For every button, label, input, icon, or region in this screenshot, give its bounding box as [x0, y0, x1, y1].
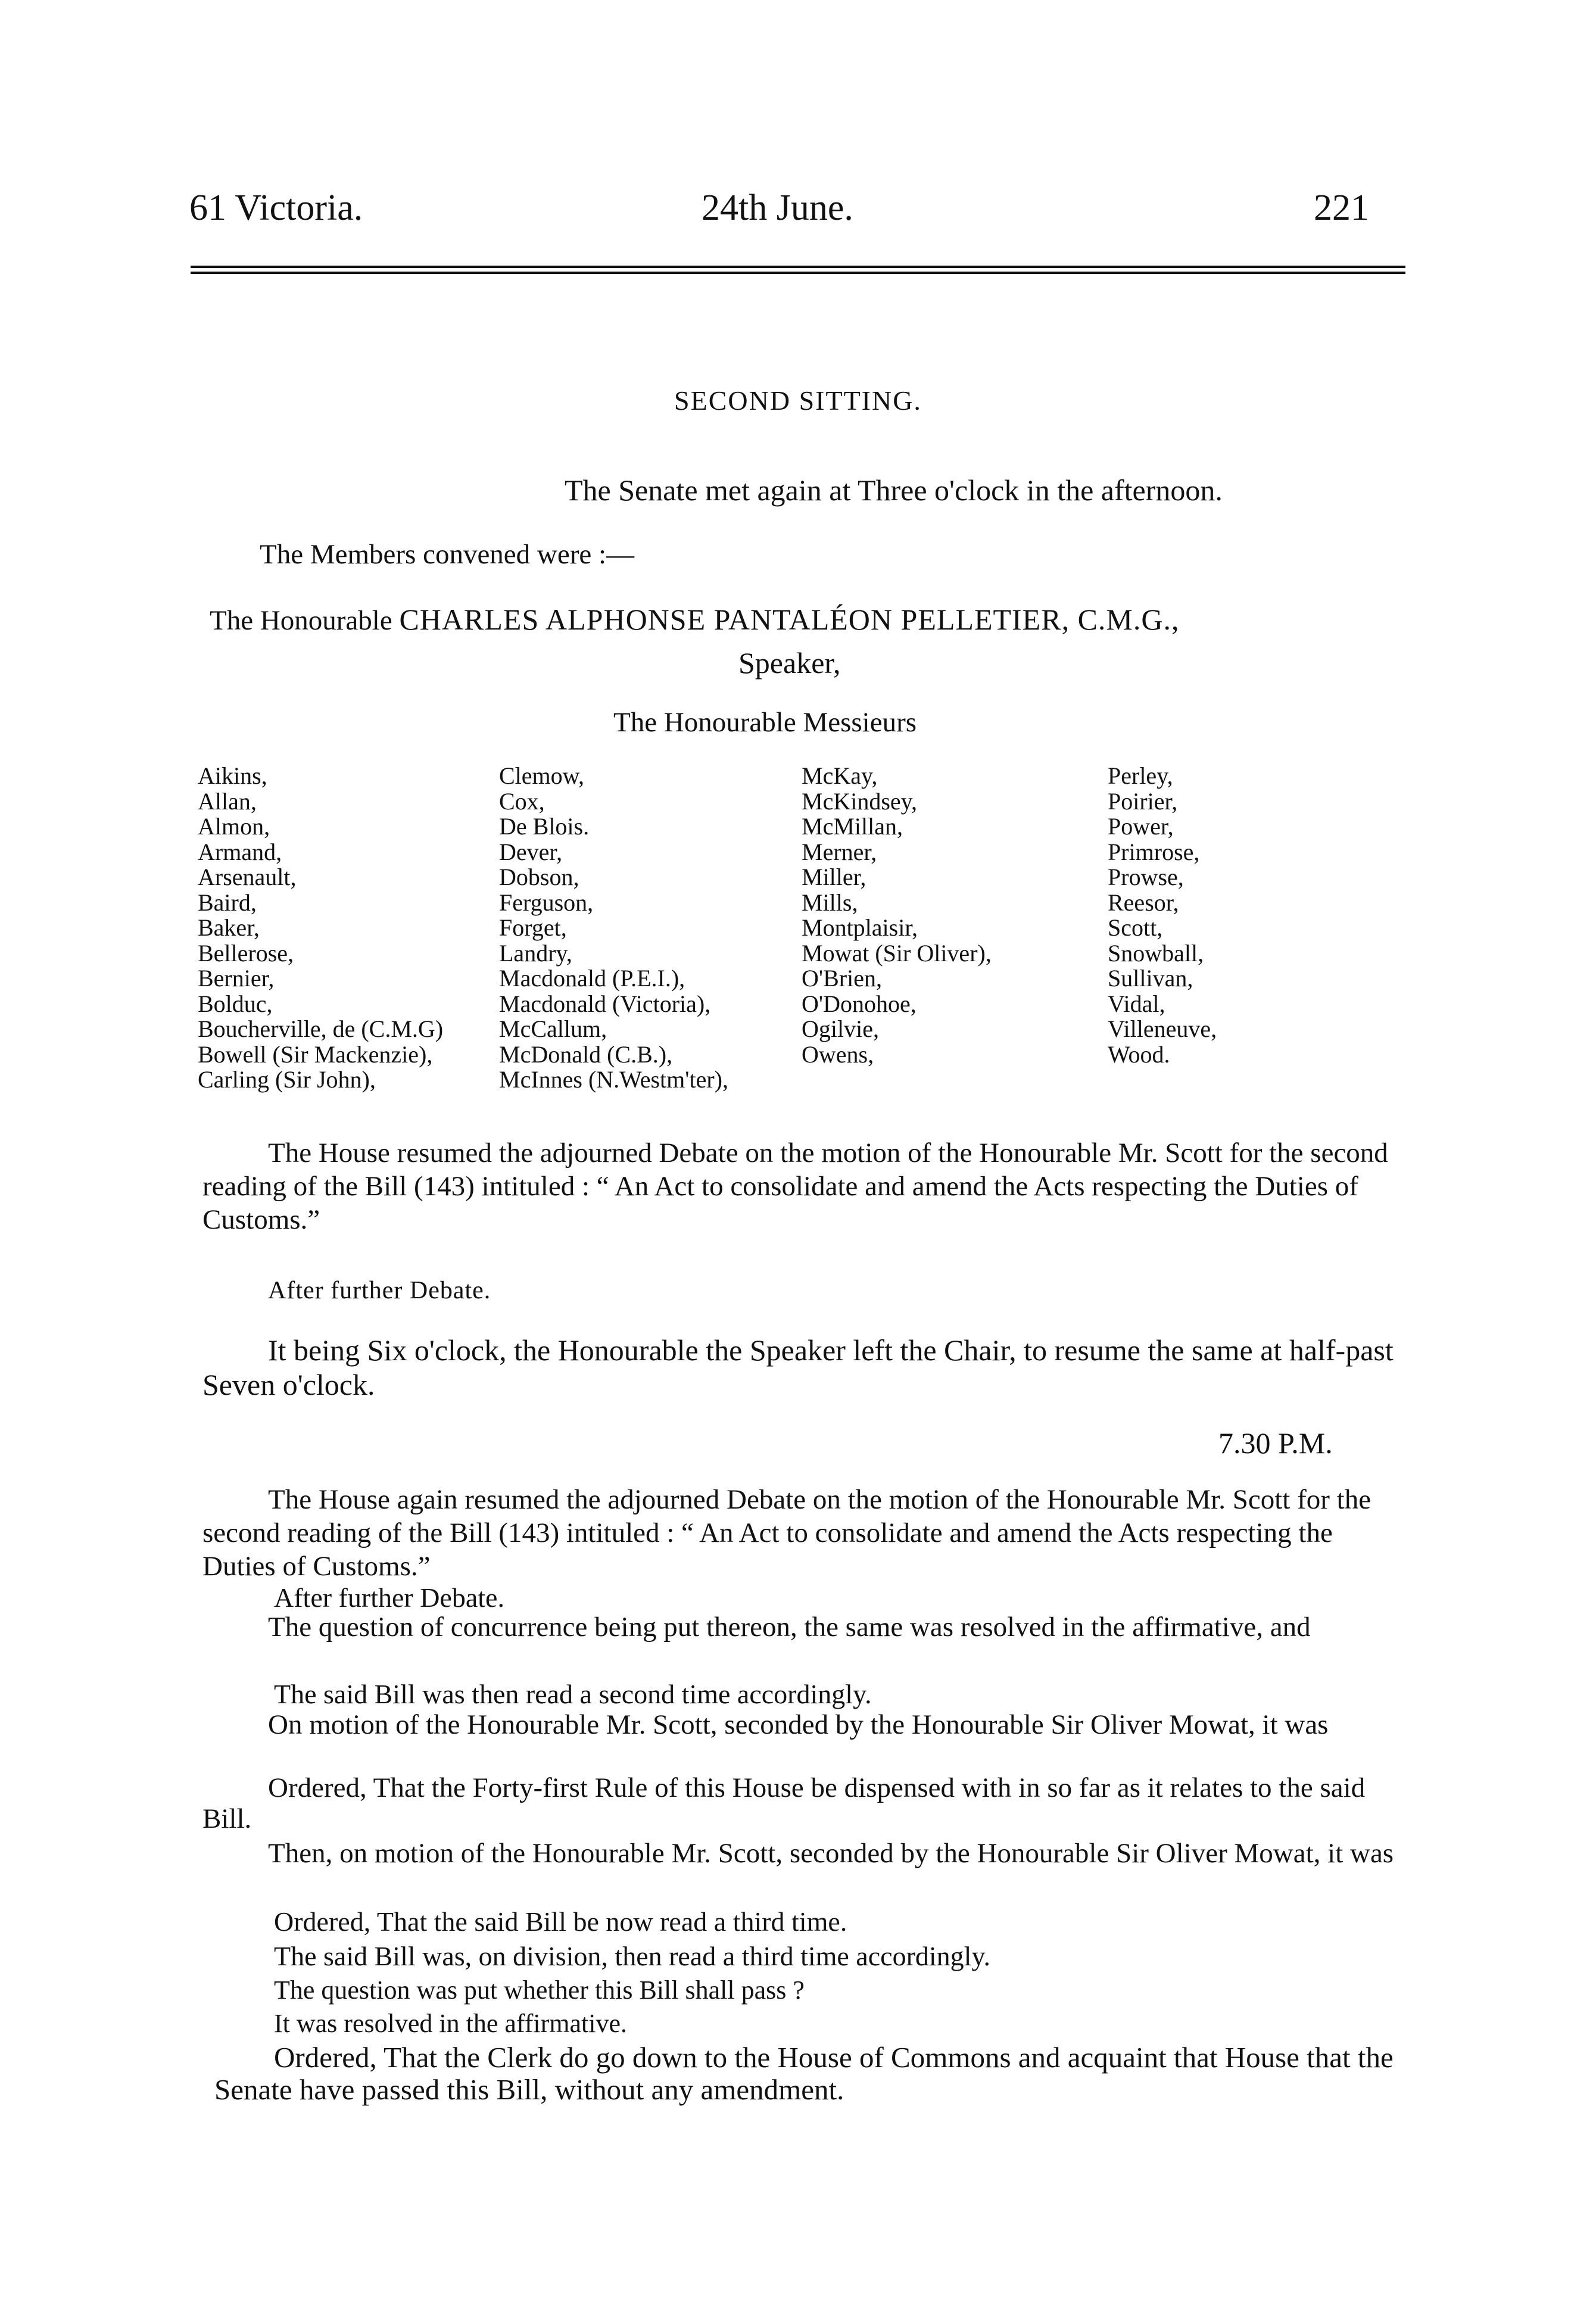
- member-name: Bellerose,: [198, 939, 294, 967]
- member-name: Ferguson,: [499, 889, 594, 916]
- member-name: Clemow,: [499, 762, 584, 789]
- member-name: Ogilvie,: [802, 1015, 879, 1042]
- paragraph-motion-2: [202, 1838, 1411, 1869]
- member-name: Macdonald (Victoria),: [499, 990, 711, 1017]
- member-name: McKindsey,: [802, 787, 918, 815]
- member-name: Perley,: [1108, 762, 1173, 789]
- speaker-name: CHARLES ALPHONSE PANTALÉON PELLETIER, C.M.G.,: [399, 603, 1180, 636]
- paragraph-text: It being Six o'clock, the Honourable the Speaker left the Chair, to resume the same at half-past Seven o'clock.: [202, 1333, 1394, 1401]
- paragraph-text: The question of concurrence being put thereon, the same was resolved in the affirmative, and: [268, 1612, 1311, 1643]
- after-further-debate-2: After further Debate.: [274, 1582, 504, 1613]
- member-name: Boucherville, de (C.M.G): [198, 1015, 444, 1042]
- member-name: Snowball,: [1108, 939, 1204, 967]
- header-date: 24th June.: [702, 188, 853, 228]
- members-column-2: [499, 763, 728, 1093]
- third-reading-line: The said Bill was, on division, then read a third time accordingly.: [274, 1941, 990, 1971]
- speaker-line: [210, 604, 1180, 635]
- member-name: Mowat (Sir Oliver),: [802, 939, 992, 967]
- member-name: Macdonald (P.E.I.),: [499, 965, 685, 992]
- paragraph-text: On motion of the Honourable Mr. Scott, seconded by the Honourable Sir Oliver Mowat, it was: [268, 1709, 1329, 1740]
- member-name: Montplaisir,: [802, 914, 918, 941]
- member-name: De Blois.: [499, 813, 590, 840]
- member-name: Reesor,: [1108, 889, 1179, 916]
- speaker-role: Speaker,: [738, 646, 841, 680]
- member-name: Mills,: [802, 889, 858, 916]
- paragraph-question-concurrence: [202, 1612, 1411, 1643]
- second-reading-line: The said Bill was then read a second time accordingly.: [274, 1679, 872, 1709]
- member-name: Sullivan,: [1108, 965, 1193, 992]
- member-name: Villeneuve,: [1108, 1015, 1217, 1042]
- met-again-line: The Senate met again at Three o'clock in the afternoon.: [565, 473, 1223, 507]
- member-name: Poirier,: [1108, 787, 1178, 815]
- member-name: Allan,: [198, 787, 257, 815]
- member-name: Bowell (Sir Mackenzie),: [198, 1040, 433, 1068]
- members-column-4: [1108, 763, 1217, 1067]
- member-name: Aikins,: [198, 762, 267, 789]
- member-name: McInnes (N.Westm'ter),: [499, 1066, 728, 1093]
- paragraph-clerk-ordered: [214, 2042, 1417, 2106]
- speaker-prefix: The Honourable: [210, 605, 392, 636]
- resolved-line: It was resolved in the affirmative.: [274, 2009, 627, 2038]
- member-name: Arsenault,: [198, 864, 297, 890]
- members-convened-line: The Members convened were :—: [260, 539, 635, 570]
- member-name: McMillan,: [802, 813, 903, 840]
- paragraph-text: The House resumed the adjourned Debate on the motion of the Honourable Mr. Scott for the second reading of the Bill (143) intituled : “ An Act to consolidate and amend the Acts respecting the Duties of Customs.”: [202, 1138, 1388, 1235]
- member-name: Miller,: [802, 864, 866, 890]
- member-name: Owens,: [802, 1040, 874, 1068]
- header-rule-top: [191, 266, 1405, 268]
- member-name: Baird,: [198, 889, 257, 916]
- paragraph-text: Ordered, That the Clerk do go down to the House of Commons and acquaint that House that the Senate have passed this Bill, without any amendment.: [214, 2041, 1394, 2106]
- members-column-3: [802, 763, 992, 1067]
- member-name: Prowse,: [1108, 864, 1184, 890]
- member-name: Bolduc,: [198, 990, 273, 1017]
- member-name: O'Brien,: [802, 965, 882, 992]
- member-name: Almon,: [198, 813, 270, 840]
- member-name: Merner,: [802, 838, 877, 865]
- member-name: Primrose,: [1108, 838, 1200, 865]
- member-name: McKay,: [802, 762, 878, 789]
- members-column-1: [198, 763, 443, 1093]
- member-name: Cox,: [499, 787, 545, 815]
- time-heading: 7.30 P.M.: [1218, 1426, 1333, 1460]
- member-name: Forget,: [499, 914, 567, 941]
- member-name: Landry,: [499, 939, 572, 967]
- paragraph-text: The House again resumed the adjourned Debate on the motion of the Honourable Mr. Scott for the second reading of the Bill (143) intituled : “ An Act to consolidate and amend the Acts respecting the Duties of Customs.”: [202, 1484, 1371, 1582]
- member-name: Vidal,: [1108, 990, 1165, 1017]
- member-name: Bernier,: [198, 965, 275, 992]
- question-put-line: The question was put whether this Bill shall pass ?: [274, 1975, 805, 2005]
- member-name: Armand,: [198, 838, 282, 865]
- paragraph-debate-resumed: [202, 1136, 1411, 1236]
- paragraph-motion-1: [202, 1709, 1411, 1740]
- member-name: Dobson,: [499, 864, 579, 890]
- after-further-debate-1: After further Debate.: [268, 1277, 491, 1304]
- member-name: Scott,: [1108, 914, 1163, 941]
- member-name: Dever,: [499, 838, 563, 865]
- paragraph-debate-again: [202, 1483, 1411, 1583]
- header-page-number: 221: [1314, 188, 1369, 228]
- member-name: McDonald (C.B.),: [499, 1040, 673, 1068]
- paragraph-rule-dispensed: [202, 1772, 1411, 1834]
- paragraph-text: Then, on motion of the Honourable Mr. Scott, seconded by the Honourable Sir Oliver Mowat, it was: [268, 1838, 1394, 1869]
- header-regnal-year: 61 Victoria.: [189, 188, 363, 228]
- messieurs-heading: The Honourable Messieurs: [613, 707, 917, 738]
- member-name: O'Donohoe,: [802, 990, 917, 1017]
- sitting-title: SECOND SITTING.: [674, 385, 922, 416]
- paragraph-text: Ordered, That the Forty-first Rule of this House be dispensed with in so far as it relates to the said Bill.: [202, 1772, 1366, 1834]
- member-name: Power,: [1108, 813, 1174, 840]
- third-time-order-line: Ordered, That the said Bill be now read a third time.: [274, 1906, 847, 1937]
- paragraph-six-oclock: [202, 1333, 1411, 1402]
- member-name: Baker,: [198, 914, 260, 941]
- member-name: Wood.: [1108, 1040, 1170, 1068]
- member-name: Carling (Sir John),: [198, 1066, 376, 1093]
- member-name: McCallum,: [499, 1015, 607, 1042]
- header-rule-bottom: [191, 272, 1405, 274]
